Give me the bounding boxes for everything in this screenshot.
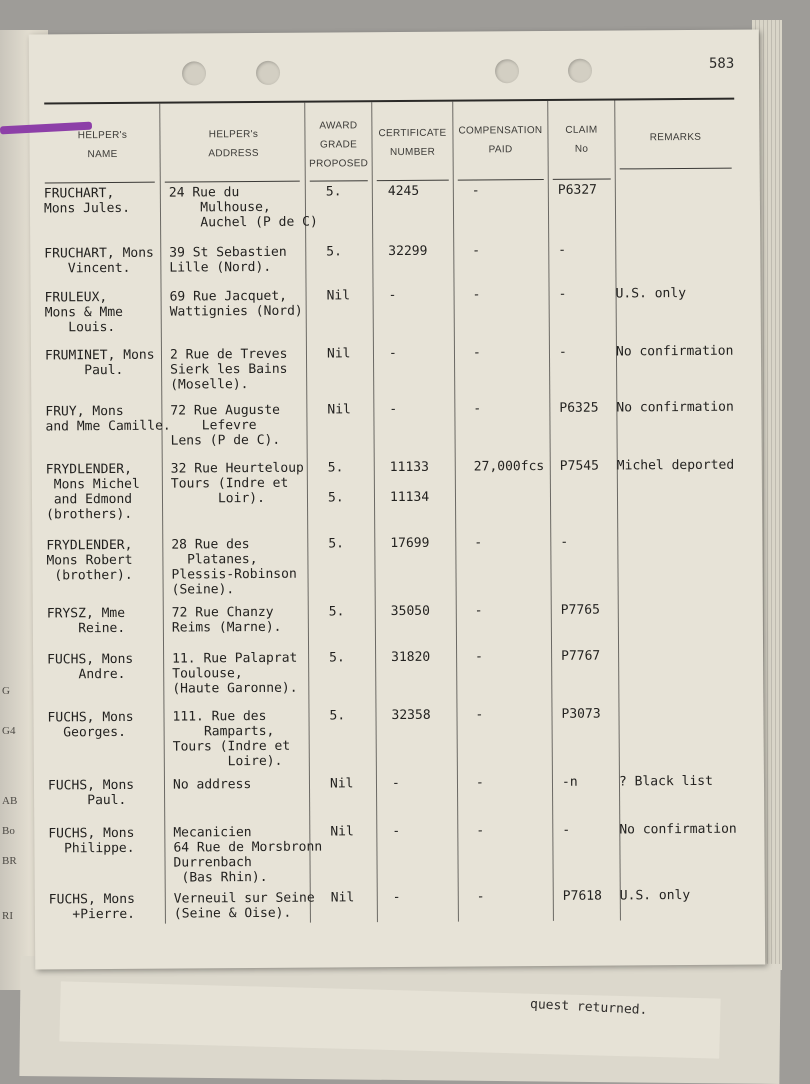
cell-address: 11. Rue Palaprat Toulouse, (Haute Garonne). [172, 650, 298, 697]
cell-name: FRYDLENDER, Mons Michel and Edmond (brothers). [45, 461, 140, 523]
cell-claim: P6327 [557, 182, 598, 198]
cell-address: 32 Rue Heurteloup Tours (Indre et Loir). [170, 460, 304, 507]
cell-claim: -n [561, 774, 578, 790]
cell-address: 2 Rue de Treves Sierk les Bains (Moselle). [169, 346, 288, 393]
cell-compensation: 27,000fcs [473, 458, 545, 475]
cell-claim: P7767 [561, 648, 601, 664]
cell-address: 111. Rue des Ramparts, Tours (Indre et Loire). [172, 708, 291, 770]
left-page-fragment: Bo [2, 825, 15, 837]
punch-hole [182, 61, 206, 85]
cell-claim: P6325 [559, 400, 599, 416]
cell-compensation: - [474, 535, 483, 551]
cell-address: 72 Rue Auguste Lefevre Lens (P de C). [170, 402, 281, 449]
cell-address: No address [172, 777, 252, 793]
cell-name: FUCHS, Mons Georges. [47, 709, 134, 741]
cell-certificate: - [391, 775, 400, 792]
column-divider [452, 102, 459, 922]
page-number: 583 [708, 55, 735, 72]
cell-award: 5. 5. [327, 460, 344, 506]
cell-compensation: - [473, 401, 482, 417]
cell-certificate: 32299 [388, 243, 428, 260]
cell-claim: P7545 [559, 458, 599, 474]
cell-name: FUCHS, Mons Paul. [47, 777, 135, 809]
punch-hole [256, 61, 280, 85]
cell-certificate: 17699 [390, 535, 430, 552]
column-header-name: HELPER's NAME [77, 129, 128, 161]
cell-remarks: U.S. only [619, 887, 691, 904]
left-page-fragment: RI [2, 910, 13, 922]
cell-claim: - [560, 534, 569, 550]
cell-claim: - [558, 286, 567, 302]
cell-compensation: - [475, 649, 483, 665]
header-underline [458, 179, 544, 181]
left-page-fragment: BR [2, 855, 17, 867]
header-underline [45, 182, 155, 184]
column-header-remarks: REMARKS [649, 131, 702, 144]
cell-certificate: 32358 [391, 707, 431, 724]
cell-remarks: No confirmation [615, 343, 734, 360]
cell-award: Nil [329, 776, 354, 792]
cell-compensation: - [472, 287, 481, 303]
cell-name: FRYDLENDER, Mons Robert (brother). [46, 537, 133, 584]
column-divider [614, 100, 621, 920]
column-header-claim: CLAIM No [565, 124, 598, 155]
cell-award: 5. [328, 536, 345, 552]
column-header-address: HELPER's ADDRESS [208, 128, 259, 160]
cell-address: 69 Rue Jacquet, Wattignies (Nord) [169, 288, 303, 320]
cell-remarks: Michel deported [616, 457, 735, 474]
cell-certificate: - [388, 345, 397, 362]
column-divider [159, 104, 166, 924]
cell-award: 5. [328, 604, 345, 620]
column-divider [547, 101, 554, 921]
cell-name: FRUMINET, Mons Paul. [44, 347, 155, 379]
cell-remarks: ? Black list [618, 773, 713, 790]
cell-name: FRUCHART, Mons Jules. [43, 185, 131, 217]
punch-hole [495, 59, 519, 83]
cell-name: FUCHS, Mons +Pierre. [48, 891, 136, 923]
cell-name: FUCHS, Mons Andre. [47, 651, 134, 683]
cell-award: 5. [326, 244, 342, 260]
cell-claim: P7618 [562, 888, 602, 904]
header-underline [553, 178, 611, 179]
column-header-compensation: COMPENSATION PAID [458, 124, 543, 156]
cell-remarks: No confirmation [619, 821, 737, 838]
cell-compensation: - [474, 603, 483, 619]
cell-certificate: 11133 11134 [389, 459, 430, 506]
cell-award: 5. [329, 708, 346, 724]
cell-address: Verneuil sur Seine (Seine & Oise). [173, 890, 315, 922]
cell-compensation: - [476, 823, 485, 839]
cell-award: Nil [326, 288, 351, 304]
cell-certificate: - [392, 823, 401, 840]
cell-address: 39 St Sebastien Lille (Nord). [169, 244, 287, 276]
cell-certificate: 35050 [390, 603, 430, 620]
cell-compensation: - [476, 889, 485, 905]
bottom-note: quest returned. [529, 996, 648, 1019]
top-rule [44, 98, 734, 105]
document-page [29, 29, 766, 969]
cell-address: 28 Rue des Platanes, Plessis-Robinson (Seine). [171, 537, 297, 598]
cell-certificate: - [392, 889, 401, 906]
cell-compensation: - [475, 775, 484, 791]
cell-name: FRYSZ, Mme Reine. [46, 605, 126, 637]
header-underline [377, 180, 449, 182]
cell-address: Mecanicien 64 Rue de Morsbronn Durrenbach (Bas Rhin). [173, 825, 323, 886]
cell-remarks: U.S. only [615, 285, 687, 302]
cell-compensation: - [472, 243, 481, 259]
cell-claim: - [562, 822, 571, 838]
cell-compensation: - [472, 345, 481, 361]
left-page-fragment: G [2, 685, 10, 697]
cell-claim: P7765 [560, 602, 600, 618]
left-page-fragment: G4 [2, 725, 16, 737]
cell-claim: - [558, 242, 567, 258]
cell-award: Nil [327, 402, 351, 418]
cell-award: Nil [326, 346, 351, 362]
column-divider [371, 102, 378, 922]
column-header-award: AWARD GRADE PROPOSED [309, 120, 369, 170]
cell-address: 72 Rue Chanzy Reims (Marne). [171, 604, 282, 636]
cell-certificate: - [389, 401, 398, 418]
cell-compensation: - [475, 707, 484, 723]
left-page-fragment: AB [2, 795, 18, 807]
cell-certificate: - [388, 287, 397, 304]
cell-compensation: - [471, 183, 480, 199]
cell-certificate: 31820 [391, 649, 431, 666]
cell-name: FRUY, Mons and Mme Camille. [45, 403, 171, 435]
cell-address: 24 Rue du Mulhouse, Auchel (P de C) [168, 185, 318, 231]
header-underline [620, 168, 732, 170]
header-underline [310, 180, 368, 181]
cell-award: 5. [325, 184, 342, 200]
cell-name: FRUCHART, Mons Vincent. [44, 245, 154, 277]
column-header-certificate: CERTIFICATE NUMBER [378, 127, 447, 159]
cell-claim: - [558, 344, 567, 360]
cell-claim: P3073 [561, 706, 601, 722]
cell-name: FRULEUX, Mons & Mme Louis. [44, 290, 124, 336]
punch-hole [568, 59, 592, 83]
cell-name: FUCHS, Mons Philippe. [48, 825, 135, 857]
cell-award: Nil [330, 824, 354, 840]
header-underline [165, 181, 300, 183]
cell-remarks: No confirmation [616, 399, 734, 416]
cell-certificate: 4245 [387, 183, 420, 200]
cell-award: 5. [329, 650, 345, 666]
cell-award: Nil [330, 890, 355, 906]
